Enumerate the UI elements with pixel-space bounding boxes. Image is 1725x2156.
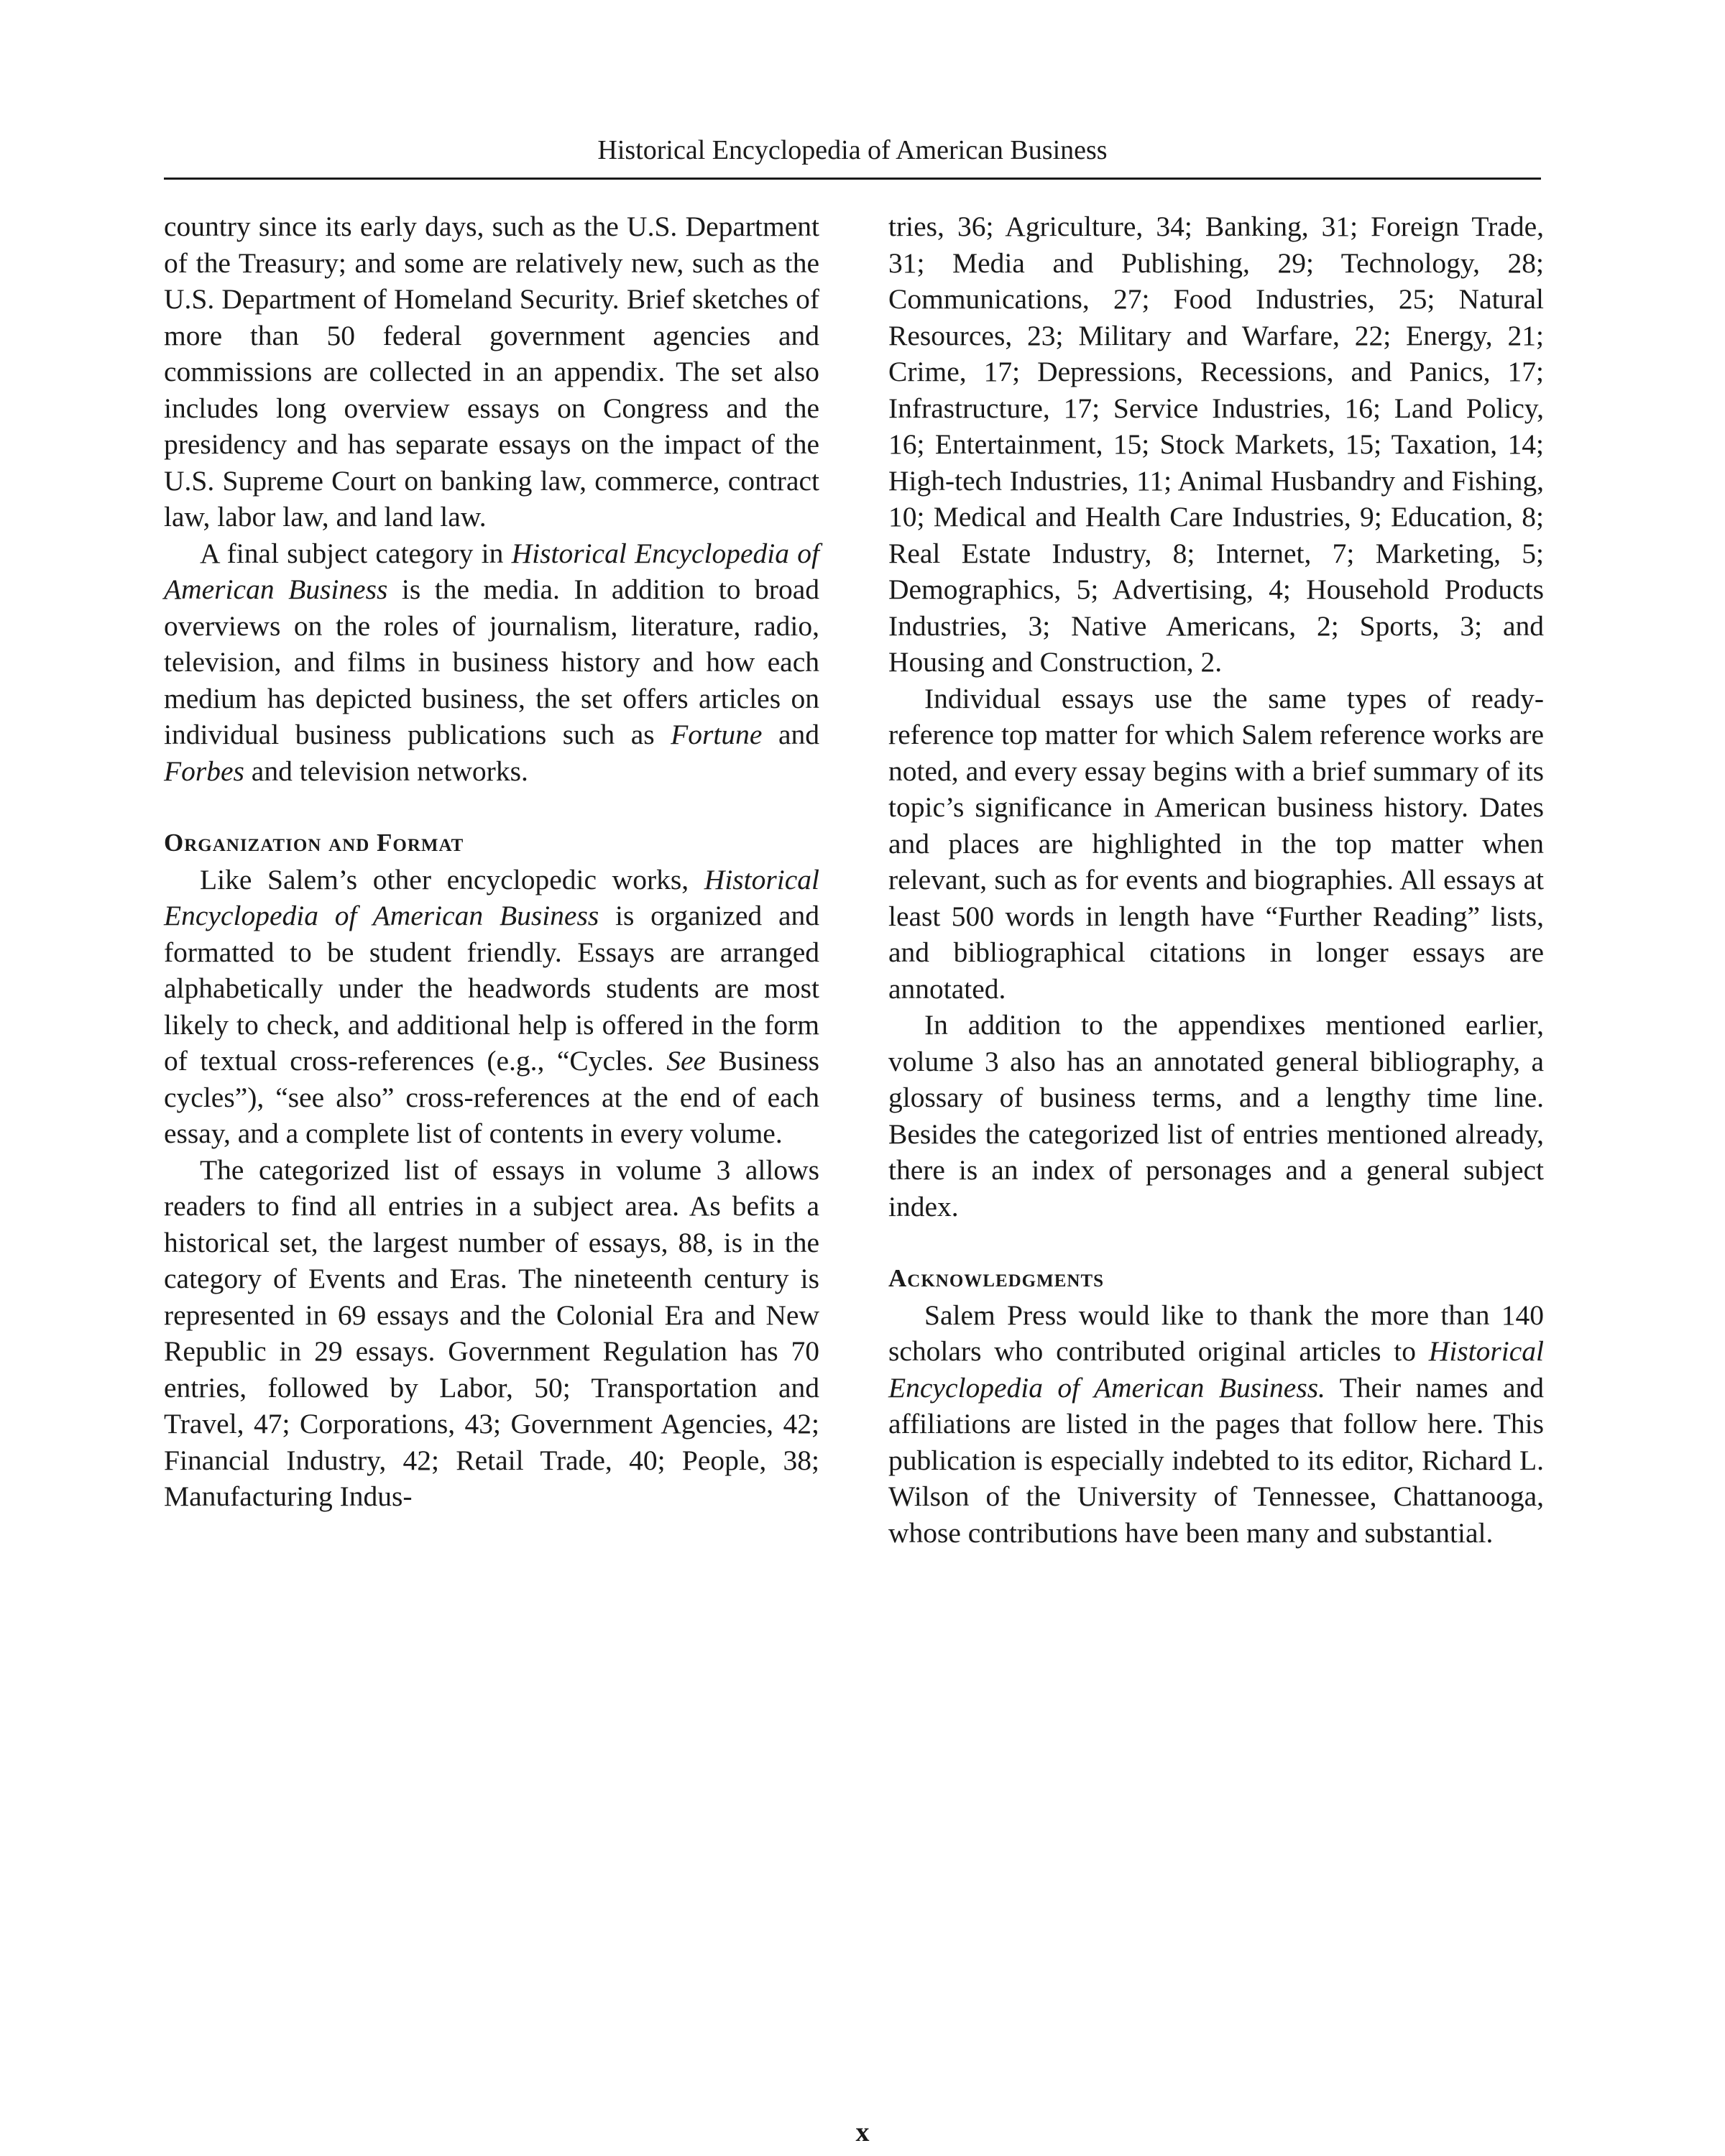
header-rule [164, 178, 1541, 180]
heading-organization-format: Organization and Format [164, 829, 464, 857]
paragraph-categorized-list: The categorized list of essays in volume 3 allows readers to find all entries in a subject area. As befits a historical set, the largest number of essays, 88, is in the category of Events and Eras. The nineteenth century is represented in 69 essays and the Colonial Era and New Republic in 29 essays. Government Regulation has 70 entries, followed by Labor, 50; Transportation and Travel, 47; Corporations, 43; Government Agencies, 42; Financial Industry, 42; Retail Trade, 40; People, 38; Manufacturing Indus- [164, 1153, 819, 1512]
paragraph-federal-agencies: country since its early days, such as the U.S. Department of the Treasury; and some are relatively new, such as the U.S. Department of Homeland Security. Brief sketches of more than 50 federal government agencies and commissions are collected in an appendix. The set also includes long overview essays on Congress and the presidency and has separate essays on the impact of the U.S. Supreme Court on banking law, commerce, contract law, labor law, and land law. [164, 211, 819, 533]
page-number: x [855, 2117, 870, 2147]
paragraph-category-counts: tries, 36; Agriculture, 34; Banking, 31; Foreign Trade, 31; Media and Publishing, 29; Technology, 28; Communications, 27; Food Industries, 25; Natural Resources, 23; Military and Warfare, 22; Energy, 21; Crime, 17; Depressions, Recessions, and Panics, 17; Infrastructure, 17; Service Industries, 16; Land Policy, 16; Entertainment, 15; Stock Markets, 15; Taxation, 14; High-tech Industries, 11; Animal Husbandry and Fishing, 10; Medical and Health Care Industries, 9; Education, 8; Real Estate Industry, 8; Internet, 7; Marketing, 5; Demographics, 5; Advertising, 4; Household Products Industries, 3; Native Americans, 2; Sports, 3; and Housing and Construction, 2. [888, 211, 1544, 678]
right-column [888, 208, 1544, 1551]
paragraph-top-matter: Individual essays use the same types of ready-reference top matter for which Salem reference works are noted, and every essay begins with a brief summary of its topic’s significance in American business history. Dates and places are highlighted in the top matter when relevant, such as for events and biographies. All essays at least 500 words in length have “Further Reading” lists, and bibliographical citations in longer essays are annotated. [888, 682, 1544, 1005]
paragraph-appendixes: In addition to the appendixes mentioned earlier, volume 3 also has an annotated general bibliography, a glossary of business terms, and a lengthy time line. Besides the categorized list of entries mentioned already, there is an index of personages and a general subject index. [888, 1009, 1544, 1222]
running-head: Historical Encyclopedia of American Business [597, 135, 1108, 165]
left-column [164, 208, 819, 1515]
paragraph-acknowledgments: Salem Press would like to thank the more than 140 scholars who contributed original articles to Historical Encyclopedia of American Business. Their names and affiliations are listed in the pages that follow here. This publication is especially indebted to its editor, Richard L. Wilson of the University of Tennessee, Chattanooga, whose contributions have been many and substantial. [888, 1299, 1544, 1549]
paragraph-organization: Like Salem’s other encyclopedic works, Historical Encyclopedia of American Business is organized and formatted to be student friendly. Essays are arranged alphabetically under the headwords students are most likely to check, and additional help is offered in the form of textual cross-references (e.g., “Cycles. See Business cycles”), “see also” cross-references at the end of each essay, and a complete list of contents in every volume. [164, 863, 820, 1149]
paragraph-media: A final subject category in Historical Encyclopedia of American Business is the media. In addition to broad overviews on the roles of journalism, literature, radio, television, and films in business history and how each medium has depicted business, the set offers articles on individual business publications such as Fortune and Forbes and television networks. [164, 537, 819, 787]
heading-acknowledgments: Acknowledgments [888, 1264, 1105, 1292]
